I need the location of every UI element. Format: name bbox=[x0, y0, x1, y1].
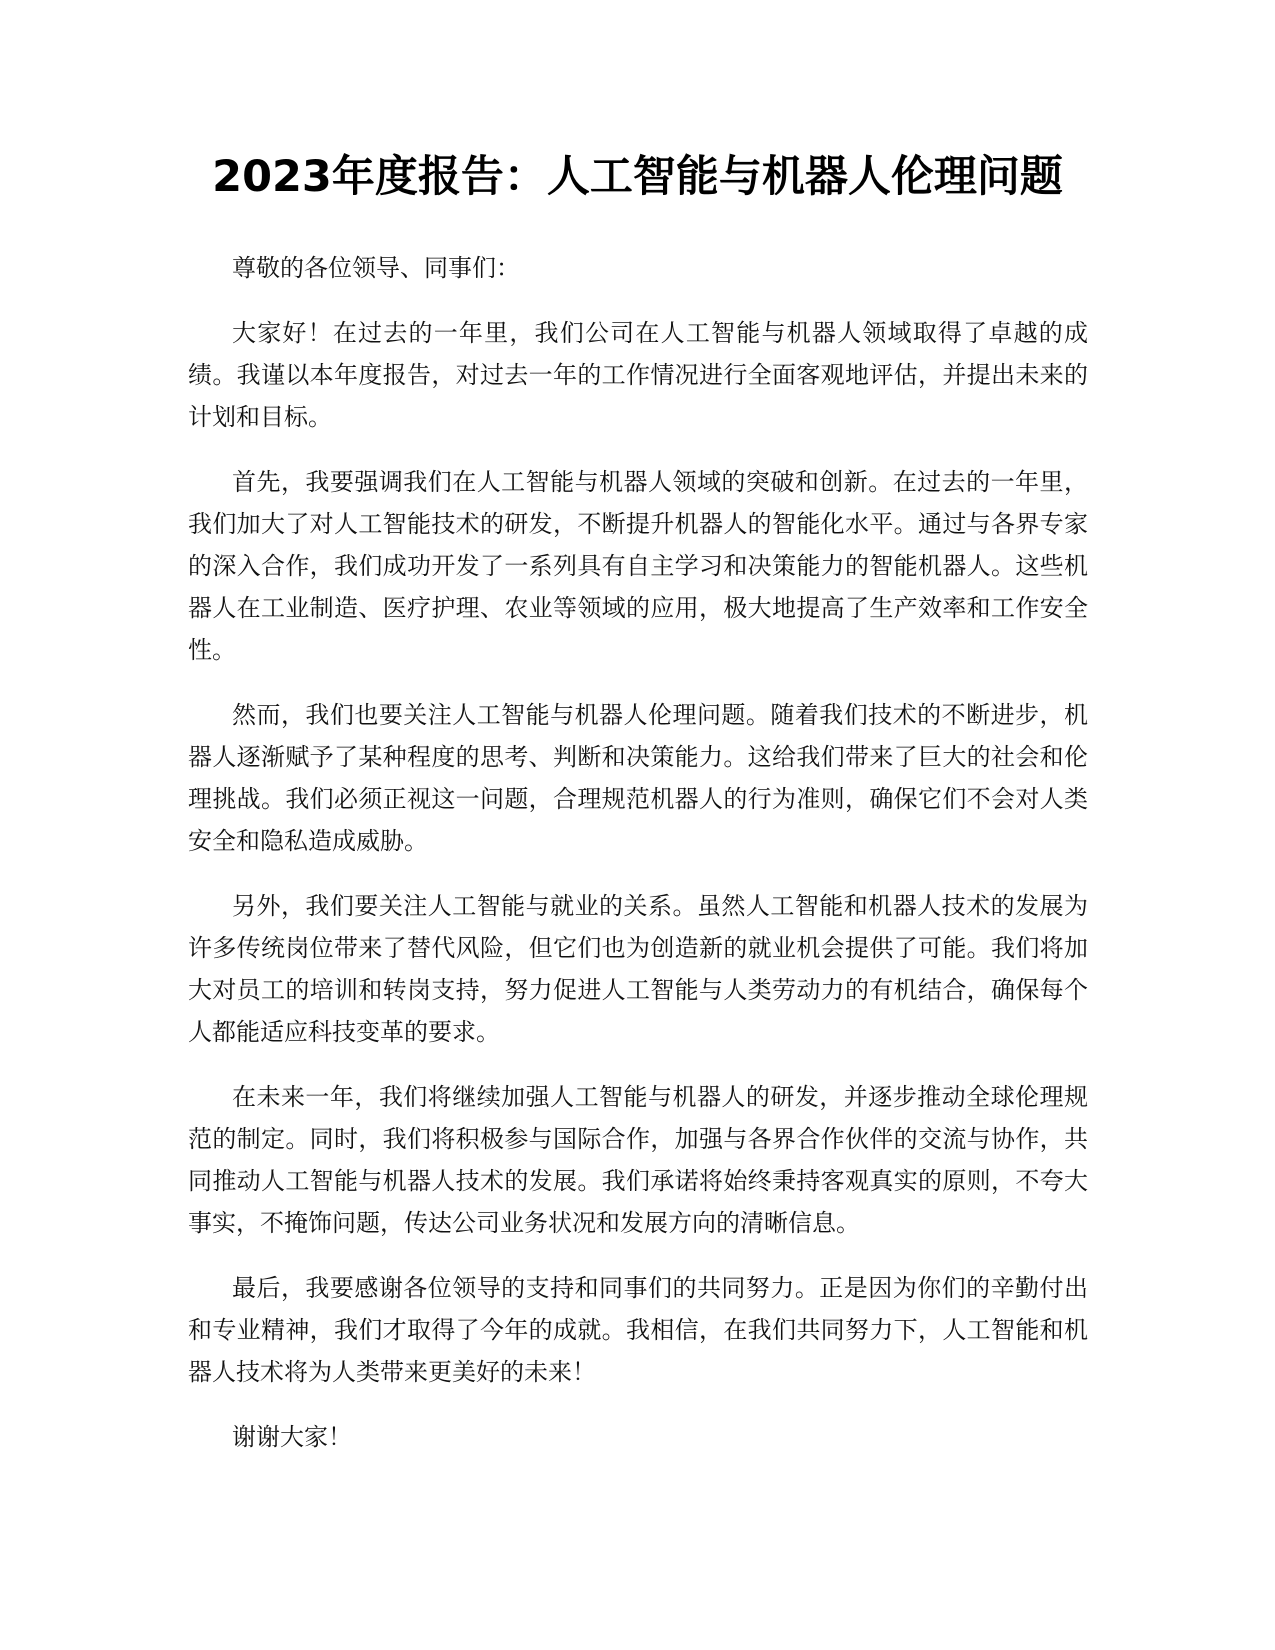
closing-paragraph: 谢谢大家！ bbox=[232, 1423, 352, 1451]
greeting-paragraph: 大家好！在过去的一年里，我们公司在人工智能与机器人领域取得了卓越的成绩。我谨以本年度报告，对过去一年的工作情况进行全面客观地评估，并提出未来的计划和目标。 bbox=[188, 319, 1088, 431]
future-plan-paragraph: 在未来一年，我们将继续加强人工智能与机器人的研发，并逐步推动全球伦理规范的制定。同时，我们将积极参与国际合作，加强与各界合作伙伴的交流与协作，共同推动人工智能与机器人技术的发展。我们承诺将始终秉持客观真实的原则，不夸大事实，不掩饰问题，传达公司业务状况和发展方向的清晰信息。 bbox=[188, 1083, 1088, 1237]
document-body bbox=[188, 247, 1088, 1481]
ethics-paragraph: 然而，我们也要关注人工智能与机器人伦理问题。随着我们技术的不断进步，机器人逐渐赋予了某种程度的思考、判断和决策能力。这给我们带来了巨大的社会和伦理挑战。我们必须正视这一问题，合理规范机器人的行为准则，确保它们不会对人类安全和隐私造成威胁。 bbox=[188, 701, 1088, 855]
thanks-paragraph: 最后，我要感谢各位领导的支持和同事们的共同努力。正是因为你们的辛勤付出和专业精神，我们才取得了今年的成就。我相信，在我们共同努力下，人工智能和机器人技术将为人类带来更美好的未来！ bbox=[188, 1274, 1088, 1386]
employment-paragraph: 另外，我们要关注人工智能与就业的关系。虽然人工智能和机器人技术的发展为许多传统岗位带来了替代风险，但它们也为创造新的就业机会提供了可能。我们将加大对员工的培训和转岗支持，努力促进人工智能与人类劳动力的有机结合，确保每个人都能适应科技变革的要求。 bbox=[188, 892, 1088, 1046]
salutation-paragraph: 尊敬的各位领导、同事们： bbox=[232, 254, 520, 282]
document-title: 2023年度报告：人工智能与机器人伦理问题 bbox=[212, 152, 1063, 202]
innovation-paragraph: 首先，我要强调我们在人工智能与机器人领域的突破和创新。在过去的一年里，我们加大了对人工智能技术的研发，不断提升机器人的智能化水平。通过与各界专家的深入合作，我们成功开发了一系列具有自主学习和决策能力的智能机器人。这些机器人在工业制造、医疗护理、农业等领域的应用，极大地提高了生产效率和工作安全性。 bbox=[188, 468, 1088, 664]
